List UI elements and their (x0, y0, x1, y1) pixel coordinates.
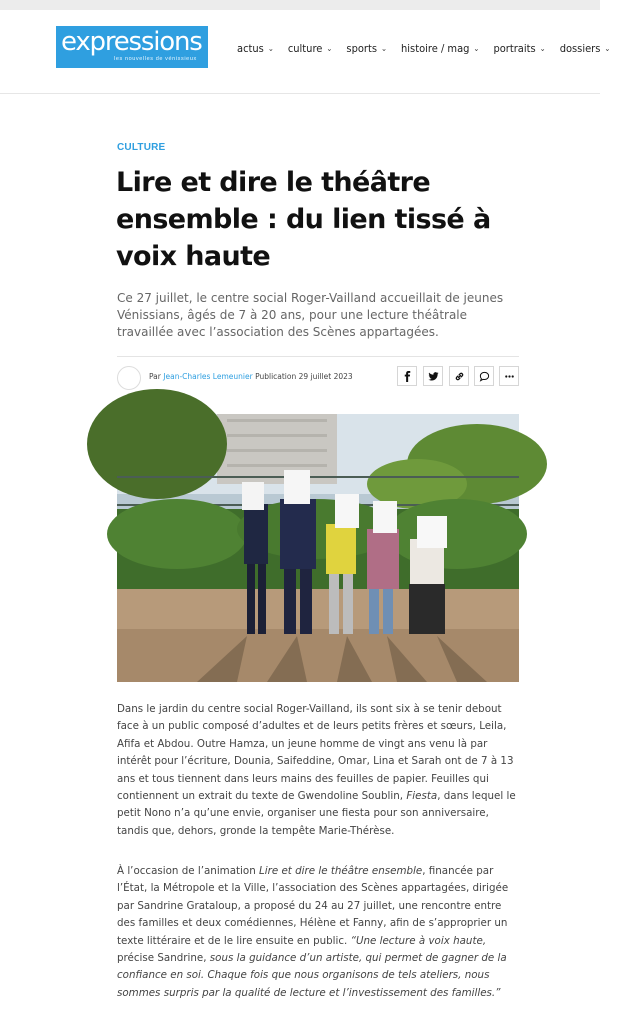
nav-item-label: dossiers (559, 41, 601, 55)
nav-item-label: portraits (493, 41, 536, 55)
twitter-icon (428, 371, 439, 382)
nav-item-portraits[interactable] (493, 39, 545, 57)
browser-top-strip (0, 0, 600, 10)
logo-text: expressions (61, 27, 202, 57)
byline (149, 372, 353, 381)
nav-item-histoire-mag[interactable] (401, 39, 479, 57)
article-title: Lire et dire le théâtre ensemble : du lien tissé à voix haute (116, 167, 491, 272)
chevron-down-icon: ⌄ (604, 43, 611, 53)
meta-divider (117, 356, 519, 357)
nav-item-label: actus (237, 41, 264, 55)
chevron-down-icon: ⌄ (326, 43, 333, 53)
chevron-down-icon: ⌄ (267, 43, 274, 53)
paragraph-text: , financée par l’État, la Métropole et la Ville, l’association des Scènes appartagées, dirigée par Sandrine Grataloup, a proposé du 24 au 27 juillet, une rencontre entre des familles et deux comédiennes, Hélène et Fanny, afin de s’approprier un texte littéraire et de le lire ensuite en public. (117, 865, 509, 947)
article-photo-image (117, 414, 519, 682)
facebook-icon (402, 371, 413, 382)
comment-button[interactable] (474, 366, 494, 386)
main-nav (237, 39, 624, 57)
share-facebook-button[interactable] (397, 366, 417, 386)
chevron-down-icon: ⌄ (473, 43, 480, 53)
more-icon (504, 371, 515, 382)
site-logo[interactable] (56, 26, 208, 68)
article-paragraph-1 (117, 701, 522, 840)
nav-item-label: culture (287, 41, 323, 55)
author-avatar[interactable] (117, 366, 141, 390)
chevron-down-icon: ⌄ (381, 43, 388, 53)
article-lead: Ce 27 juillet, le centre social Roger-Vailland accueillait de jeunes Vénissians, âgés de 7 à 20 ans, pour une lecture théâtrale travaillée avec l’association des Scènes appartagées. (117, 291, 504, 339)
article-category[interactable]: CULTURE (117, 142, 166, 153)
paragraph-emphasis: “Une lecture à voix haute, (350, 934, 487, 947)
paragraph-text: , dans lequel le petit Nono n’a qu’une envie, organiser une fiesta pour son anniversaire, tandis que, dehors, gronde la tempête Marie-Thérèse. (117, 790, 516, 837)
chevron-down-icon: ⌄ (539, 43, 546, 53)
copy-link-button[interactable] (449, 366, 469, 386)
paragraph-emphasis: sous la guidance d’un artiste, qui permet de gagner de la confiance en soi. Chaque fois que nous organisons de tels ateliers, nous sommes surpris par la qualité de lecture et l’investissement des familles.” (117, 952, 507, 999)
nav-item-actus[interactable] (237, 39, 274, 57)
more-options-button[interactable] (499, 366, 519, 386)
nav-item-label: histoire / mag (401, 41, 470, 55)
paragraph-text: précise Sandrine, (117, 952, 207, 965)
paragraph-text: À l’occasion de l’animation (117, 865, 256, 877)
paragraph-emphasis: Fiesta (406, 790, 438, 803)
published-label: Publication (255, 372, 297, 381)
nav-item-label: sports (346, 41, 377, 55)
article-photo (117, 414, 519, 682)
share-twitter-button[interactable] (423, 366, 443, 386)
nav-item-culture[interactable] (288, 39, 333, 57)
nav-item-sports[interactable] (346, 39, 387, 57)
author-link[interactable]: Jean-Charles Lemeunier (163, 372, 253, 381)
paragraph-emphasis: Lire et dire le théâtre ensemble (259, 865, 423, 877)
article-paragraph-2 (117, 863, 522, 1002)
comment-icon (479, 371, 490, 382)
link-icon (454, 371, 465, 382)
paragraph-text: Dans le jardin du centre social Roger-Vailland, ils sont six à se tenir debout face à un public composé d’adultes et de leurs petits frères et sœurs, Leila, Afifa et Abdou. Outre Hamza, un jeune homme de vingt ans venu là par intérêt pour l’écriture, Dounia, Saifeddine, Omar, Lina et Sarah ont de 7 à 13 ans et tous tiennent dans leurs mains des feuilles de papier. Feuilles qui contiennent un extrait du texte de Gwendoline Soublin, (117, 703, 514, 803)
logo-tagline: les nouvelles de vénissieux (114, 56, 197, 62)
published-date: 29 juillet 2023 (298, 372, 353, 381)
site-header (0, 10, 611, 94)
byline-prefix: Par (149, 372, 161, 381)
nav-item-dossiers[interactable] (560, 39, 611, 57)
